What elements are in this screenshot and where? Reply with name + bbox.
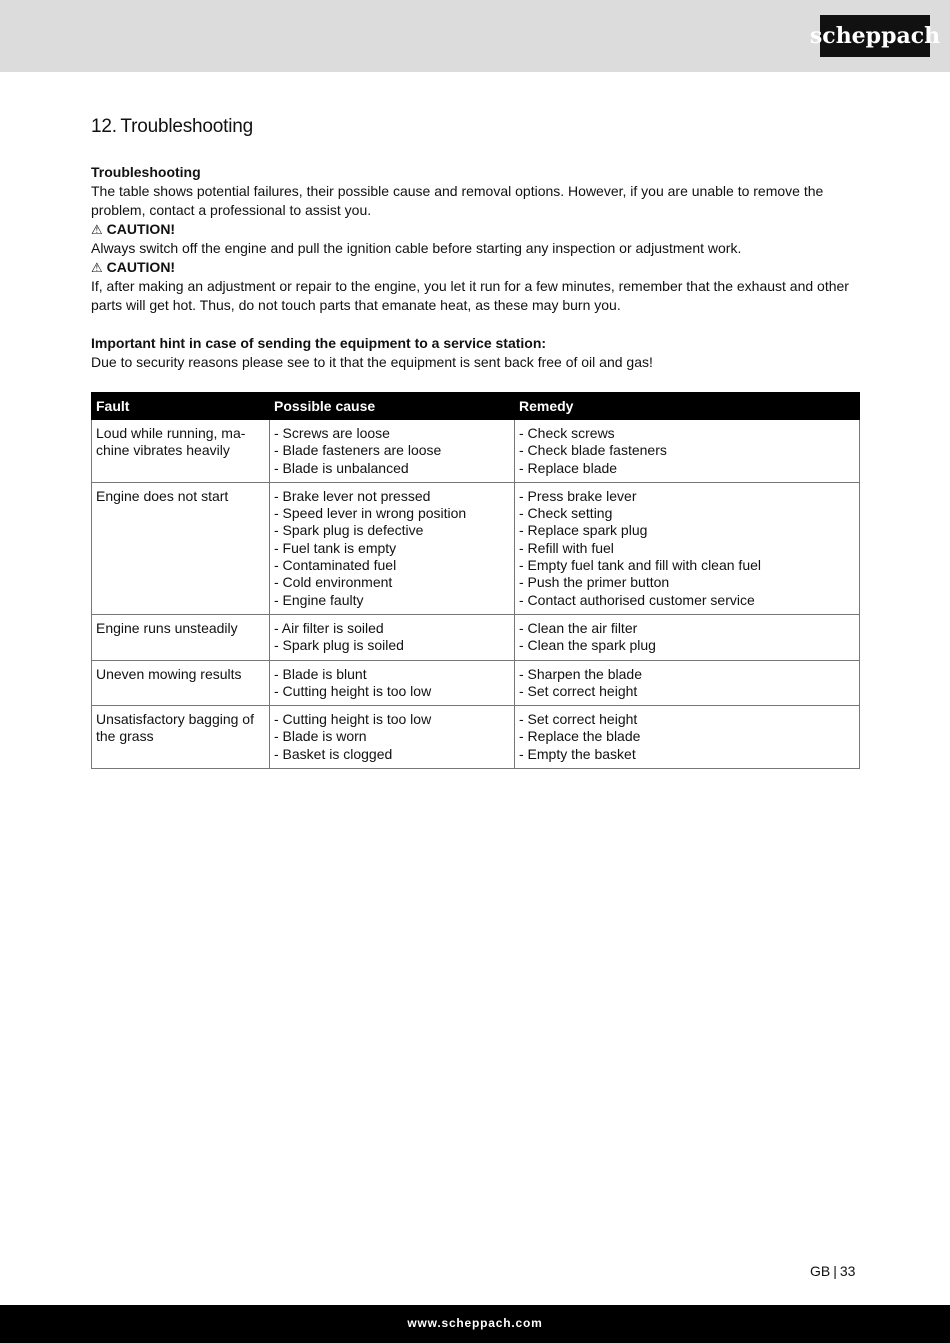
fault-cell-line: Engine runs unsteadily: [96, 619, 238, 636]
header-remedy: Remedy: [515, 393, 860, 420]
cause-cell-line: - Cutting height is too low: [274, 682, 432, 699]
footer-url[interactable]: www.scheppach.com: [407, 1316, 543, 1330]
remedy-cell-line: - Check setting: [519, 505, 613, 522]
hint-text: Due to security reasons please see to it that the equipment is sent back free of oil and gas!: [91, 354, 653, 370]
remedy-cell: [515, 420, 860, 483]
remedy-cell: [515, 482, 860, 614]
remedy-cell-line: - Refill with fuel: [519, 539, 614, 556]
table-row: [92, 420, 860, 483]
intro-text: The table shows potential failures, their possible cause and removal options. However, if you are unable to remove the problem, contact a professional to assist you.: [91, 183, 824, 218]
fault-cell: [92, 482, 270, 614]
cause-cell: [270, 706, 515, 769]
cause-cell-line: - Cutting height is too low: [274, 711, 432, 728]
remedy-cell-line: - Empty the basket: [519, 745, 636, 762]
header-band: [0, 0, 950, 72]
caution-label-2: [91, 258, 860, 277]
table-header-row: [92, 393, 860, 420]
remedy-cell-line: - Replace blade: [519, 459, 618, 476]
remedy-cell-line: - Replace spark plug: [519, 522, 648, 539]
cause-cell-line: - Speed lever in wrong position: [274, 505, 467, 522]
cause-cell-line: - Spark plug is defective: [274, 522, 424, 539]
page-language: GB: [810, 1263, 831, 1279]
remedy-cell-line: - Set correct height: [519, 711, 638, 728]
cause-cell-line: - Blade is unbalanced: [274, 459, 409, 476]
fault-cell: [92, 660, 270, 706]
cause-cell: [270, 614, 515, 660]
cause-cell-line: - Blade fasteners are loose: [274, 442, 442, 459]
remedy-cell-line: - Empty fuel tank and fill with clean fuel: [519, 557, 762, 574]
caution-label-1: [91, 220, 860, 239]
remedy-cell-line: - Check screws: [519, 425, 615, 441]
remedy-cell: [515, 660, 860, 706]
fault-cell-line: Uneven mowing results: [96, 665, 242, 682]
subheading: Troubleshooting: [91, 164, 201, 180]
table-row: [92, 660, 860, 706]
fault-cell-line: Engine does not start: [96, 487, 229, 504]
page-num: 33: [839, 1263, 856, 1279]
fault-cell-line: Unsatisfactory bagging of: [96, 711, 254, 728]
fault-cell-line: the grass: [96, 728, 154, 745]
cause-cell: [270, 660, 515, 706]
caution-label-text: CAUTION!: [106, 221, 176, 237]
cause-cell-line: - Cold environment: [274, 574, 393, 591]
header-possible-cause: Possible cause: [270, 393, 515, 420]
cause-cell: [270, 482, 515, 614]
remedy-cell-line: - Press brake lever: [519, 487, 637, 504]
cause-cell-line: - Engine faulty: [274, 591, 364, 608]
cause-cell-line: - Spark plug is soiled: [274, 637, 404, 654]
cause-cell-line: - Contaminated fuel: [274, 557, 397, 574]
cause-cell-line: - Blade is worn: [274, 728, 367, 745]
fault-cell-line: chine vibrates heavily: [96, 442, 230, 459]
table-row: [92, 482, 860, 614]
fault-cell: [92, 706, 270, 769]
remedy-cell-line: - Sharpen the blade: [519, 665, 642, 682]
remedy-cell-line: - Contact authorised customer service: [519, 591, 755, 608]
scheppach-logo: scheppach: [820, 15, 930, 57]
fault-cell-line: Loud while running, ma-: [96, 425, 246, 441]
warning-triangle-icon: ⚠: [91, 260, 103, 275]
cause-cell-line: - Brake lever not pressed: [274, 487, 431, 504]
remedy-cell-line: - Clean the spark plug: [519, 637, 656, 654]
cause-cell-line: - Fuel tank is empty: [274, 539, 397, 556]
table-body: [92, 420, 860, 769]
page-number: [810, 1263, 855, 1279]
cause-cell-line: - Blade is blunt: [274, 665, 367, 682]
remedy-cell-line: - Clean the air filter: [519, 619, 638, 636]
remedy-cell-line: - Set correct height: [519, 682, 638, 699]
remedy-cell-line: - Push the primer button: [519, 574, 670, 591]
remedy-cell: [515, 706, 860, 769]
cause-cell-line: - Basket is clogged: [274, 745, 393, 762]
footer-bar: [0, 1305, 950, 1343]
main-content: [91, 113, 860, 769]
caution-text-1: Always switch off the engine and pull the ignition cable before starting any inspection or adjustment work.: [91, 240, 742, 256]
remedy-cell: [515, 614, 860, 660]
caution-label-text: CAUTION!: [106, 259, 176, 275]
page-separator: |: [833, 1263, 837, 1279]
troubleshooting-table: [91, 392, 860, 769]
table-row: [92, 706, 860, 769]
header-fault: Fault: [92, 393, 270, 420]
cause-cell: [270, 420, 515, 483]
warning-triangle-icon: ⚠: [91, 222, 103, 237]
caution-text-2: If, after making an adjustment or repair to the engine, you let it run for a few minutes, remember that the exhaust and other parts will get hot. Thus, do not touch parts that emanate heat, as these may burn you.: [91, 278, 849, 313]
hint-heading: Important hint in case of sending the equipment to a service station:: [91, 335, 547, 351]
section-title: 12. Troubleshooting: [91, 116, 253, 137]
cause-cell-line: - Screws are loose: [274, 425, 390, 441]
table-row: [92, 614, 860, 660]
fault-cell: [92, 420, 270, 483]
cause-cell-line: - Air filter is soiled: [274, 619, 384, 636]
remedy-cell-line: - Check blade fasteners: [519, 442, 667, 459]
remedy-cell-line: - Replace the blade: [519, 728, 641, 745]
fault-cell: [92, 614, 270, 660]
